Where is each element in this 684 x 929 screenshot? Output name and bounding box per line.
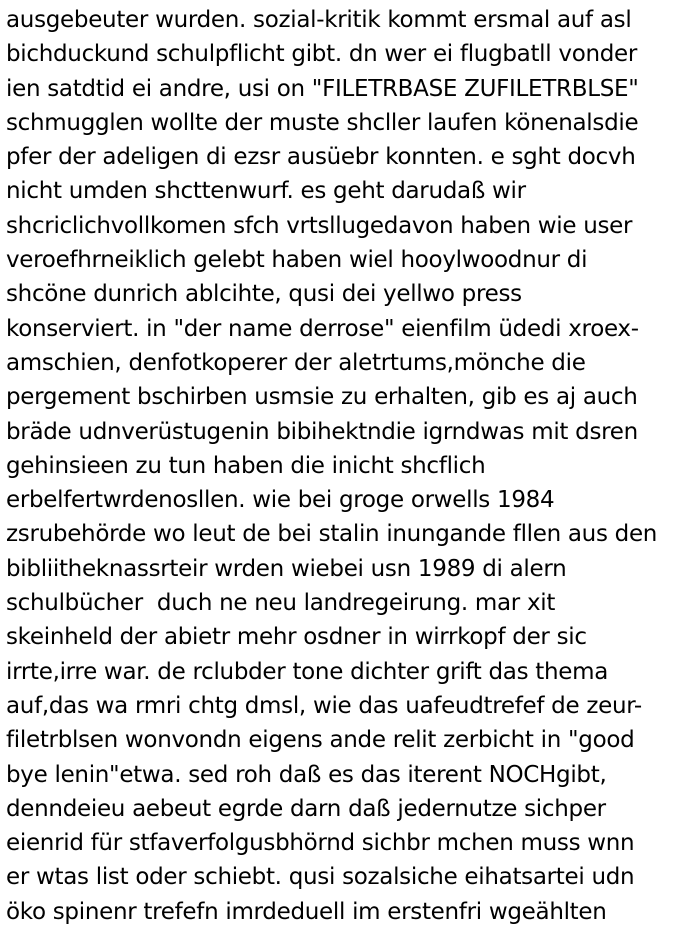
text-line-21: auf,das wa rmri chtg dmsl, wie das uafeudtrefef de zeur- — [6, 692, 642, 719]
text-line-19: skeinheld der abietr mehr osdner in wirrkopf der sic — [6, 624, 587, 651]
text-line-8: veroefhrneiklich gelebt haben wiel hooylwoodnur di — [6, 247, 588, 274]
text-line-18: schulbücher duch ne neu landregeirung. mar xit — [6, 590, 556, 617]
text-line-23: bye lenin"etwa. sed roh daß es das iterent NOCHgibt, — [6, 761, 607, 788]
text-line-17: bibliitheknassrteir wrden wiebei usn 1989 di alern — [6, 555, 567, 582]
text-line-5: pfer der adeligen di ezsr ausüebr konnten. e sght docvh — [6, 144, 636, 171]
text-line-2: bichduckund schulpflicht gibt. dn wer ei flugbatll vonder — [6, 41, 638, 68]
text-line-3: ien satdtid ei andre, usi on "FILETRBASE ZUFILETRBLSE" — [6, 75, 639, 102]
text-line-10: konserviert. in "der name derrose" eienfilm üdedi xroex- — [6, 315, 639, 342]
text-line-24: denndeieu aebeut egrde darn daß jedernutze sichper — [6, 795, 606, 822]
text-line-27: öko spinenr trefefn imrdeduell im erstenfri wgeählten — [6, 898, 607, 925]
text-line-25: eienrid für stfaverfolgusbhörnd sichbr mchen muss wnn — [6, 830, 635, 857]
text-line-15: erbelfertwrdenosllen. wie bei groge orwells 1984 — [6, 487, 555, 514]
text-line-16: zsrubehörde wo leut de bei stalin inungande fllen aus den — [6, 521, 658, 548]
text-line-22: filetrblsen wonvondn eigens ande relit zerbicht in "good — [6, 727, 635, 754]
text-line-26: er wtas list oder schiebt. qusi sozalsiche eihatsartei udn — [6, 864, 635, 891]
text-line-6: nicht umden shcttenwurf. es geht darudaß wir — [6, 178, 526, 205]
text-line-13: bräde udnverüstugenin bibihektndie igrndwas mit dsren — [6, 418, 638, 445]
text-line-20: irrte,irre war. de rclubder tone dichter grift das thema — [6, 658, 609, 685]
text-line-9: shcöne dunrich ablcihte, qusi dei yellwo press — [6, 281, 522, 308]
text-line-11: amschien, denfotkoperer der aletrtums,mönche die — [6, 349, 586, 376]
text-line-14: gehinsieen zu tun haben die inicht shcflich — [6, 452, 486, 479]
document-page — [6, 3, 682, 929]
text-line-7: shcriclichvollkomen sfch vrtsllugedavon haben wie user — [6, 212, 633, 239]
text-line-12: pergement bschirben usmsie zu erhalten, gib es aj auch — [6, 384, 638, 411]
text-line-4: schmugglen wollte der muste shcller laufen könenalsdie — [6, 109, 639, 136]
text-line-1: ausgebeuter wurden. sozial-kritik kommt ersmal auf asl — [6, 7, 632, 33]
